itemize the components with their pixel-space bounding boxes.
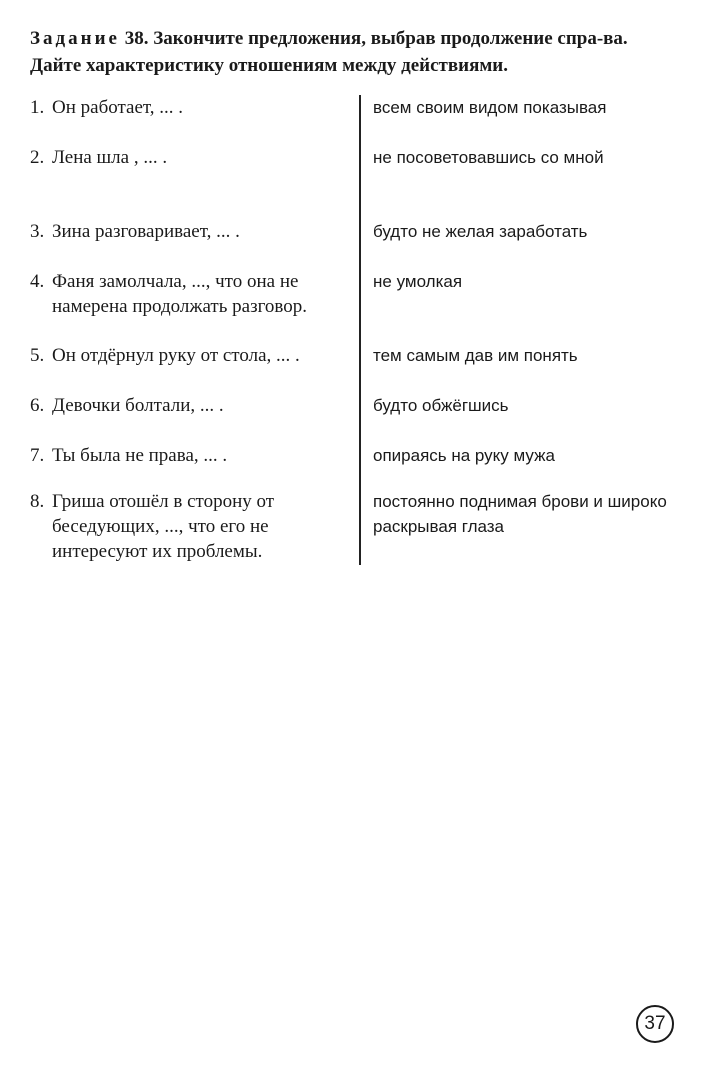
task-instruction: Закончите предложения, выбрав продолжение спра-ва. Дайте характеристику отношениям между действиями.: [30, 28, 628, 76]
continuation-item: всем своим видом показывая: [373, 98, 607, 117]
sentence-item: [30, 393, 350, 418]
sentence-text: Фаня замолчала, ..., что она не намерена продолжать разговор.: [52, 271, 307, 317]
sentence-item: [30, 269, 350, 319]
continuation-item: будто обжёгшись: [373, 396, 509, 415]
continuation-item: будто не желая заработать: [373, 222, 588, 241]
task-header: [30, 25, 640, 79]
continuation-item: опираясь на руку мужа: [373, 446, 555, 465]
sentence-number: 8.: [30, 491, 45, 512]
column-divider: [359, 95, 361, 565]
sentence-text: Гриша отошёл в сторону от беседующих, ..., что его не интересуют их проблемы.: [52, 491, 275, 562]
continuation-item: не посоветовавшись со мной: [373, 148, 604, 167]
continuation-item: тем самым дав им понять: [373, 346, 578, 365]
sentence-text: Ты была не права, ... .: [52, 445, 228, 466]
sentence-number: 7.: [30, 445, 45, 466]
sentence-number: 3.: [30, 221, 45, 242]
sentence-item: [30, 343, 350, 368]
sentence-text: Он работает, ... .: [52, 97, 184, 118]
sentence-number: 1.: [30, 97, 45, 118]
sentence-text: Девочки болтали, ... .: [52, 395, 224, 416]
sentence-text: Зина разговаривает, ... .: [52, 221, 240, 242]
sentence-item: [30, 145, 350, 170]
sentence-number: 6.: [30, 395, 45, 416]
sentence-item: [30, 95, 350, 120]
sentence-number: 5.: [30, 345, 45, 366]
sentence-item: [30, 443, 350, 468]
sentence-text: Лена шла , ... .: [52, 147, 168, 168]
sentence-item: [30, 219, 350, 244]
sentence-number: 2.: [30, 147, 45, 168]
continuation-item: постоянно поднимая брови и широко раскрывая глаза: [373, 492, 667, 536]
page-number-badge: 37: [636, 1005, 674, 1043]
task-label: Задание: [30, 28, 120, 49]
sentence-number: 4.: [30, 271, 45, 292]
sentence-text: Он отдёрнул руку от стола, ... .: [52, 345, 300, 366]
sentence-item: [30, 489, 350, 564]
task-number: 38.: [124, 28, 149, 49]
continuation-item: не умолкая: [373, 272, 463, 291]
